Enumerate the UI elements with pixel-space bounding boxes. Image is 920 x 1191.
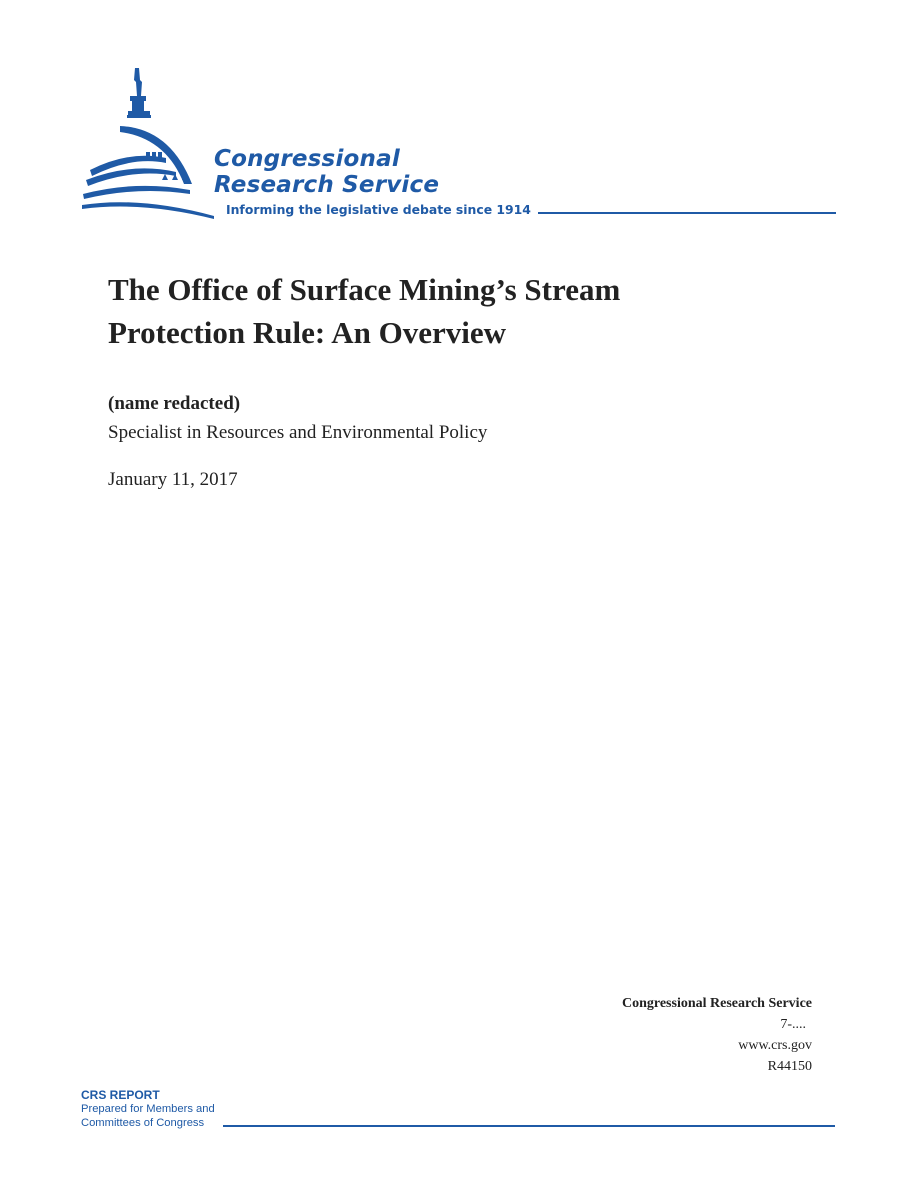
crs-logo: [80, 66, 840, 222]
footer-line2: Prepared for Members and: [81, 1103, 215, 1115]
report-title-line1: The Office of Surface Mining’s Stream: [108, 272, 621, 307]
publisher-organization: Congressional Research Service: [621, 996, 812, 1011]
publisher-phone: 7-....: [780, 1017, 806, 1032]
organization-name: [214, 146, 439, 198]
report-title-line2: Protection Rule: An Overview: [108, 315, 507, 350]
author-role: Specialist in Resources and Environmental Policy: [108, 422, 488, 443]
publisher-website[interactable]: www.crs.gov: [738, 1038, 812, 1053]
report-number: R44150: [767, 1059, 812, 1074]
organization-name-line2: Research Service: [214, 172, 440, 198]
report-title: [108, 268, 808, 354]
capitol-dome-icon: [80, 66, 220, 222]
report-date: January 11, 2017: [108, 469, 238, 490]
author-name: (name redacted): [108, 393, 241, 414]
logo-divider: [538, 212, 836, 214]
footer-divider: [223, 1125, 835, 1127]
organization-name-line1: Congressional: [214, 146, 400, 172]
organization-tagline: Informing the legislative debate since 1914: [226, 202, 531, 217]
footer-label: CRS REPORT: [81, 1088, 160, 1102]
footer: [81, 1088, 841, 1138]
publisher-info: [622, 993, 812, 1077]
footer-line3: Committees of Congress: [81, 1117, 205, 1129]
